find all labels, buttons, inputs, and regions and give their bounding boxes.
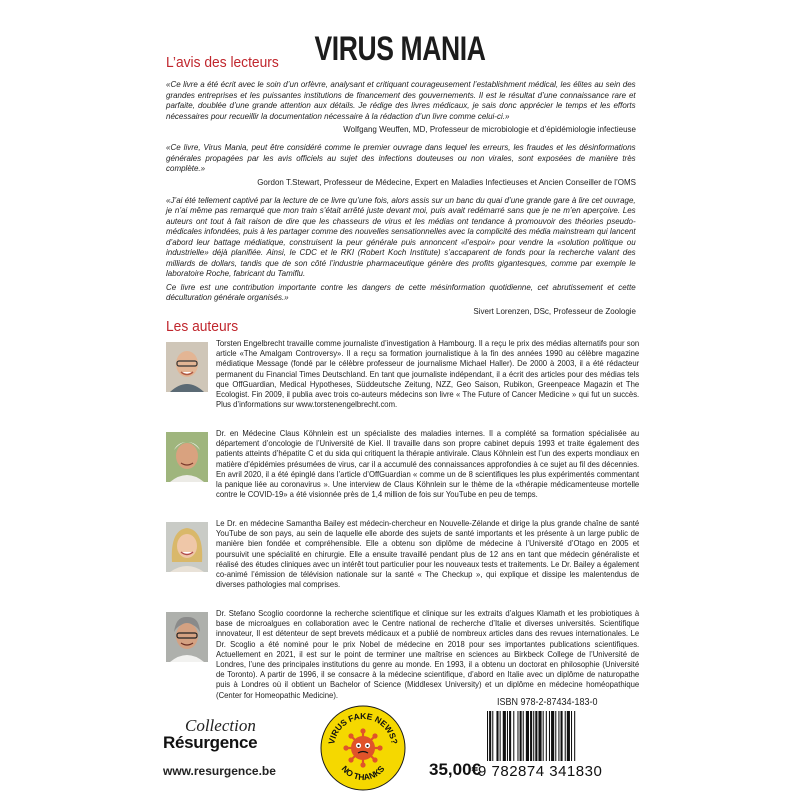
review-author: Sivert Lorenzen, DSc, Professeur de Zoologie — [473, 305, 636, 316]
virus-icon — [343, 728, 382, 767]
author-bio: Dr. en Médecine Claus Köhnlein est un spécialiste des maladies internes. Il a complété sa formation spécialisée au département d’oncologie de l’Université de Kiel. Il travaille dans son propre cabinet depuis 1993 et traite également des patients atteints d’hépatite C et du sida qui critiquent la thérapie antivirale. Claus Köhnlein est l’un des experts mondiaux en matière d’épidémies présumées de virus, car il a accumulé des connaissances approfondies à ce sujet au fil des décennies. En avril 2020, il a été épinglé dans l’article d’OffGuardian « comme un de 8 scientifiques les plus expérimentés commentant la panique liée au coronavirus ». Une interview de Claus Köhnlein sur le thème de la «thérapie médicamenteuse mortelle contre le COVID-19» a été visionnée près de 1,4 million de fois sur YouTube en peu de temps. — [216, 428, 640, 500]
review — [166, 195, 636, 317]
author-entry — [166, 608, 641, 700]
review — [166, 79, 636, 135]
author-portrait — [166, 342, 208, 392]
barcode-bar — [523, 711, 524, 761]
barcode-digits: 9 782874 341830 — [478, 763, 603, 780]
sticker-top-text: VIRUS FAKE NEWS? — [326, 710, 400, 746]
author-bio: Le Dr. en médecine Samantha Bailey est médecin-chercheur en Nouvelle-Zélande et dirige la plus grande chaîne de santé YouTube de son pays, au sein de laquelle elle aborde des sujets de santé importants et les présente à un large public de manière bien fondée et compréhensible. Elle a obtenu son diplôme de médecine à l’Université d’Otago en 2005 et poursuivit une spécialité en chirurgie. Elle a ensuite travaillé pendant plus de 12 ans en tant que médecin généraliste et réalisé des études cliniques avec un intérêt tout particulier pour les nouveaux tests et traitements. Le Dr. Bailey a également co-animé l’émission de télévision nationale sur la santé « The Checkup », qui explique et dissipe les malentendus de diverses pathologies mal comprises. — [216, 518, 640, 590]
barcode-bar — [543, 711, 544, 761]
barcode-bar — [507, 711, 508, 761]
barcode-bar — [546, 711, 547, 761]
barcode-bar — [496, 711, 498, 761]
barcode-bar — [533, 711, 534, 761]
barcode-bar — [509, 711, 511, 761]
review-author: Gordon T.Stewart, Professeur de Médecine, Expert en Maladies Infectieuses et Ancien Conseiller de l’OMS — [257, 176, 636, 187]
barcode-bar — [549, 711, 550, 761]
barcode-bar — [561, 711, 563, 761]
barcode-bar — [526, 711, 529, 761]
barcode-bar — [567, 711, 570, 761]
isbn: ISBN 978-2-87434-183-0 — [497, 697, 598, 708]
barcode-bar — [489, 711, 491, 761]
collection-label: Collection — [185, 716, 256, 735]
sticker-bottom-text: NO THANKS — [339, 763, 387, 783]
review-author: Wolfgang Weuffen, MD, Professeur de microbiologie et d’épidémiologie infectieuse — [343, 124, 636, 134]
review — [166, 142, 636, 188]
barcode-bar — [555, 711, 556, 761]
price: 35,00€ — [429, 760, 481, 779]
author-portrait — [166, 522, 208, 572]
virus-fake-news-sticker — [320, 705, 406, 791]
publisher-name: Résurgence — [163, 733, 258, 752]
barcode-bar — [487, 711, 488, 761]
author-portrait — [166, 432, 208, 482]
publisher-logo — [163, 718, 293, 752]
reviews-heading: L’avis des lecteurs — [166, 54, 279, 71]
authors-list — [166, 338, 641, 700]
review-quote: «J’ai été tellement captivé par la lecture de ce livre qu’une fois, alors assis sur un banc du quai d’une grande gare à lire cet ouvrage, je n’ai même pas remarqué que mon train s’était arrêté juste devant moi, puis avait redémarré sans que je ne m’en aperçoive. Les auteurs ont tout à fait raison de dire que les chasseurs de virus et les médias ont tendance à promouvoir des théories pseudo-médicales infondées, puis à les partager comme des nouvelles sensationnelles avec la complicité des média mainstream qui lancent d’abord leur battage médiatique, construisent la peur générale puis annoncent «l’espoir» pour vendre la «solution politique ou industrielle» déjà planifiée. Ainsi, le CDC et le RKI (Robert Koch Institute) s’accaparent de fonds pour la recherche valant des milliards de dollars, tandis que de son côté l’industrie pharmaceutique génère des profits gigantesques, comme par exemple le laboratoire Roche, fabricant du Tamiflu. Ce livre est une contribution importante contre les dangers de cette mésinformation quotidienne, cet abrutissement et cette déculturation générale organisés.» — [166, 194, 636, 302]
barcode-bar — [551, 711, 554, 761]
review-quote: «Ce livre, Virus Mania, peut être considéré comme le premier ouvrage dans lequel les erreurs, les fraudes et les désinformations générales propagées par les avis officiels au sujet des infections douteuses ou non virales, sont exposées de manière très complète.» — [166, 142, 636, 173]
barcode-bar — [538, 711, 541, 761]
barcode-bar — [558, 711, 559, 761]
author-bio: Torsten Engelbrecht travaille comme journaliste d’investigation à Hambourg. Il a reçu le prix des médias alternatifs pour son article «The Amalgam Controversy». Il a reçu sa formation journalistique à la fin des années 1990 au célèbre magazine médiatique Message (fondé par le célèbre professeur de journalisme Michael Haller). De 2000 à 2003, il a été rédacteur permanent du Financial Times Deutschland. En tant que journaliste indépendant, il a écrit des articles pour des médias tels que OffGuardian, Medical Hypotheses, Süddeutsche Zeitung, NZZ, Geo Saison, Rubikon, Greenpeace Magazin et The Ecologist. Fin 2009, il publia avec trois co-auteurs médecins son livre « The Future of Cancer Medicine » qui fut un succès. Plus d’informations sur www.torstenengelbrecht.com. — [216, 338, 640, 410]
barcode-bar — [520, 711, 522, 761]
publisher-website: www.resurgence.be — [163, 764, 276, 778]
author-bio: Dr. Stefano Scoglio coordonne la recherche scientifique et clinique sur les extraits d’algues Klamath et les probiotiques à base de microalgues en collaboration avec le Centre national de recherche d’Italie et diverses universités. Scientifique innovateur, Il est détenteur de sept brevets médicaux et a publié de nombreux articles dans des revues internationales. Le Dr. Scoglio a été nominé pour le prix Nobel de médecine en 2018 pour ses importantes publications scientifiques. Actuellement en 2021, il est sur le point de terminer une maîtrise en sciences au Birkbeck College de l’Université de Londres, l’une des principales institutions du genre au monde. En 1993, il a obtenu un doctorat en philosophie (Université de Toronto). A partir de 1996, il se consacre à la médecine scientifique, d’abord en Italie avec un diplôme de naturopathe puis à Londres où il obtient un Bachelor of Science (Middlesex University) et un diplôme en médecine homéopathique (Center for Homeopathic Medicine). — [216, 608, 640, 700]
authors-heading: Les auteurs — [166, 318, 239, 335]
barcode-bar — [535, 711, 537, 761]
barcode-bar — [513, 711, 514, 761]
barcode-bar — [517, 711, 518, 761]
author-portrait — [166, 612, 208, 662]
barcode-bar — [492, 711, 493, 761]
barcode-bar — [571, 711, 572, 761]
barcode-bar — [530, 711, 532, 761]
barcode-bar — [500, 711, 501, 761]
reviews-list — [166, 79, 636, 324]
author-entry — [166, 518, 641, 604]
barcode-bar — [565, 711, 566, 761]
barcode-bar — [574, 711, 575, 761]
author-entry — [166, 338, 641, 424]
barcode-bar — [503, 711, 506, 761]
review-quote: «Ce livre a été écrit avec le soin d’un orfèvre, analysant et critiquant courageusement l’establishment médical, les élites au sein des grandes entreprises et les puissantes institutions de financement des gouvernements. Il est le résultat d’une connaissance rare et parfaite, doublée d’une grande attention aux détails. Je rédige des livres médicaux, je sais donc apprécier le temps et les efforts nécessaires pour recueillir la documentation nécessaire à la rédaction d’un livre comme celui-ci.» — [166, 79, 636, 121]
author-entry — [166, 428, 641, 514]
book-title: VIRUS MANIA — [314, 30, 486, 68]
